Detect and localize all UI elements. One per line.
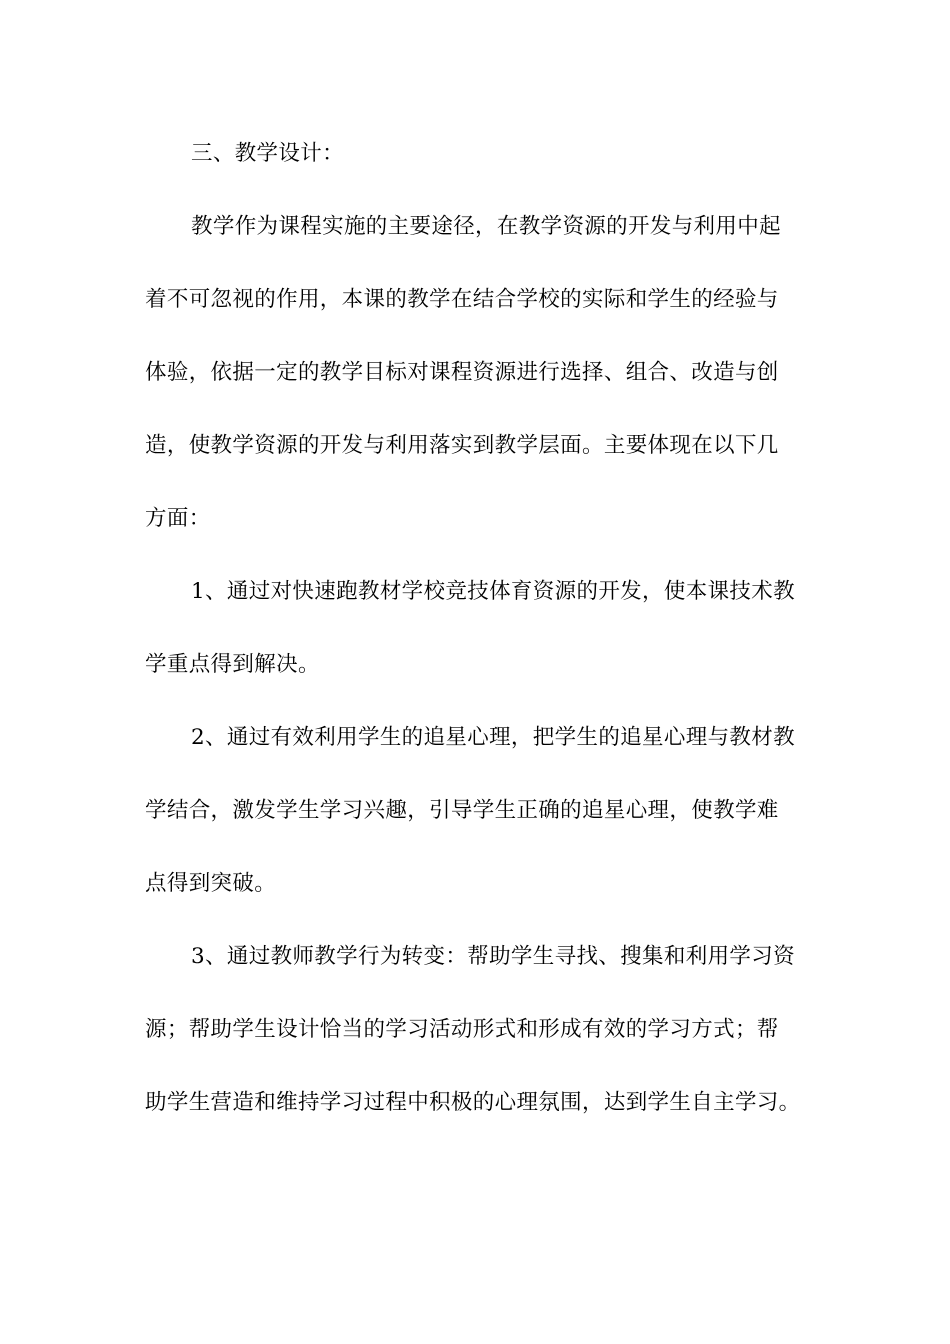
paragraph-line: 源；帮助学生设计恰当的学习活动形式和形成有效的学习方式；帮: [145, 1017, 779, 1042]
paragraph-line: 3、通过教师教学行为转变：帮助学生寻找、搜集和利用学习资: [191, 944, 795, 969]
paragraph-item-2: [145, 716, 807, 935]
paragraph-item-1: [145, 570, 807, 716]
paragraph-line: 1、通过对快速跑教材学校竞技体育资源的开发，使本课技术教: [191, 579, 795, 604]
paragraph-item-3: [145, 935, 807, 1154]
paragraph-line: 方面：: [145, 506, 211, 531]
paragraph-line: 着不可忽视的作用，本课的教学在结合学校的实际和学生的经验与: [145, 287, 779, 312]
paragraph-line: 学重点得到解决。: [145, 652, 320, 677]
paragraph-line: 教学作为课程实施的主要途径，在教学资源的开发与利用中起: [191, 214, 781, 239]
paragraph-teaching-design-intro: [145, 205, 807, 570]
paragraph-line: 学结合，激发学生学习兴趣，引导学生正确的追星心理，使教学难: [145, 798, 779, 823]
paragraph-line: 体验，依据一定的教学目标对课程资源进行选择、组合、改造与创: [145, 360, 779, 385]
document-body: [145, 132, 807, 1154]
paragraph-line: 助学生营造和维持学习过程中积极的心理氛围，达到学生自主学习。: [145, 1090, 801, 1115]
section-heading: 三、教学设计：: [191, 141, 344, 166]
paragraph-line: 点得到突破。: [145, 871, 277, 896]
paragraph-line: 2、通过有效利用学生的追星心理，把学生的追星心理与教材教: [191, 725, 795, 750]
paragraph-line: 造，使教学资源的开发与利用落实到教学层面。主要体现在以下几: [145, 433, 779, 458]
